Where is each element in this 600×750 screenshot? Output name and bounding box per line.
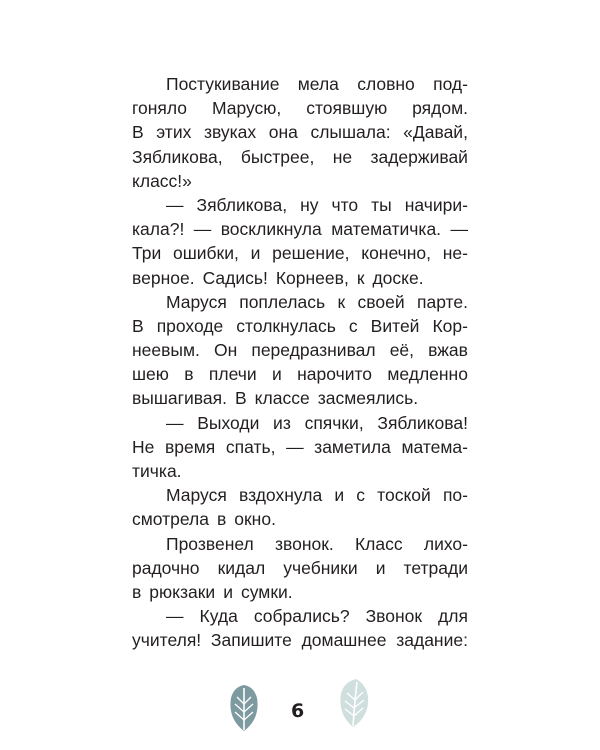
word: сумки. — [240, 581, 293, 602]
word: быстрее, — [240, 146, 315, 167]
word: В — [132, 122, 144, 143]
word: Он — [213, 340, 238, 361]
word: плечи — [208, 364, 257, 385]
word: засмеялись. — [317, 388, 419, 409]
word: мела — [297, 74, 339, 94]
word: этих — [156, 122, 192, 143]
text-line — [132, 604, 468, 628]
word: начири- — [404, 194, 468, 215]
text-line — [132, 217, 468, 241]
word: вышагивая. — [132, 388, 227, 409]
word: проходе — [156, 315, 224, 336]
word: Прозвенел — [166, 533, 254, 554]
word: нарочито — [297, 364, 373, 385]
text-line — [132, 72, 468, 96]
word: — — [450, 219, 468, 240]
word: в — [216, 509, 227, 530]
word: тетради — [403, 557, 468, 578]
word: Зябликова, — [196, 194, 288, 215]
word: учителя! — [132, 630, 202, 651]
word: и — [334, 485, 345, 506]
word: Маруся — [166, 485, 227, 506]
word: Постукивание — [166, 74, 280, 94]
word: Маруся — [166, 291, 227, 312]
word: — — [166, 412, 184, 433]
word: ошибки, — [172, 243, 239, 264]
word: — — [166, 194, 184, 215]
word: Кор- — [432, 315, 468, 336]
word: и — [375, 557, 386, 578]
word: шею — [132, 364, 169, 385]
word: В — [234, 388, 247, 409]
word: Не — [132, 436, 155, 457]
text-line — [132, 362, 468, 386]
word: к — [356, 267, 365, 288]
word: её, — [389, 340, 415, 361]
word: что — [331, 194, 359, 215]
word: Витей — [370, 315, 420, 336]
word: и — [271, 364, 282, 385]
text-line — [132, 628, 468, 652]
word: по- — [442, 485, 468, 506]
word: задание: — [396, 630, 468, 651]
word: заметила — [314, 436, 391, 457]
word: конечно, — [361, 243, 431, 264]
text-line — [132, 459, 468, 483]
word: Звонок — [365, 606, 423, 627]
word: спячки, — [304, 412, 364, 433]
text-line — [132, 556, 468, 580]
word: поплелась — [239, 291, 326, 312]
text-line — [132, 314, 468, 338]
word: с — [356, 485, 365, 506]
word: в — [132, 581, 142, 602]
word: из — [273, 412, 291, 433]
word: рядом. — [412, 98, 468, 119]
word: классе — [254, 388, 310, 409]
word: рюкзаки — [149, 581, 216, 602]
word: класс!» — [132, 170, 192, 191]
word: звуках — [203, 122, 257, 143]
word: к — [337, 291, 346, 312]
leaf-light-icon — [336, 678, 372, 728]
word: кала?! — [132, 219, 185, 240]
text-line — [132, 483, 468, 507]
word: и — [223, 581, 233, 602]
text-line — [132, 193, 468, 217]
word: для — [438, 606, 468, 627]
word: время — [164, 436, 216, 457]
word: столкнулась — [236, 315, 336, 336]
word: воскликнула — [220, 219, 322, 240]
word: спать, — [225, 436, 276, 457]
word: ты — [371, 194, 392, 215]
text-line — [132, 435, 468, 459]
word: слышала: — [310, 122, 391, 143]
word: смотрела — [132, 509, 209, 530]
word: решение, — [272, 243, 350, 264]
page-number: 6 — [291, 700, 305, 722]
word: и — [250, 243, 261, 264]
word: кидал — [217, 557, 266, 578]
word: парте. — [417, 291, 468, 312]
word: Класс — [354, 533, 403, 554]
word: Три — [132, 243, 162, 264]
word: Зябликова, — [132, 146, 223, 167]
word: звонок. — [274, 533, 334, 554]
word: Выходи — [197, 412, 260, 433]
text-line — [132, 507, 468, 531]
word: неевым. — [132, 340, 200, 361]
text-line — [132, 290, 468, 314]
text-line — [132, 411, 468, 435]
word: Корнеев, — [275, 267, 349, 288]
word: вжав — [428, 340, 468, 361]
word: радочно — [132, 557, 200, 578]
text-line — [132, 266, 468, 290]
word: — — [193, 219, 212, 240]
word: тоской — [377, 485, 431, 506]
word: стоявшую — [306, 98, 388, 119]
word: верное. — [132, 267, 195, 288]
word: Марусю, — [211, 98, 282, 119]
word: «Давай, — [403, 122, 468, 143]
text-line — [132, 580, 468, 604]
leaf-dark-icon — [226, 684, 262, 732]
word: Садись! — [202, 267, 268, 288]
text-line — [132, 145, 468, 169]
text-line — [132, 532, 468, 556]
word: математичка. — [331, 219, 442, 240]
word: — — [166, 606, 184, 627]
body-text — [132, 72, 468, 653]
word: своей — [357, 291, 405, 312]
word: домашнее — [301, 630, 387, 651]
word: с — [348, 315, 358, 336]
text-line — [132, 169, 468, 193]
word: Запишите — [210, 630, 292, 651]
word: задерживай — [370, 146, 468, 167]
word: не — [332, 146, 353, 167]
word: доске. — [372, 267, 424, 288]
word: окно. — [234, 509, 276, 530]
word: Куда — [199, 606, 238, 627]
text-line — [132, 120, 468, 144]
word: матема- — [401, 436, 468, 457]
page-footer — [0, 670, 600, 750]
word: вздохнула — [238, 485, 323, 506]
word: в — [184, 364, 194, 385]
word: словно — [357, 74, 415, 94]
word: передразнивал — [251, 340, 376, 361]
text-line — [132, 96, 468, 120]
word: не- — [442, 243, 468, 264]
text-line — [132, 386, 468, 410]
word: учебники — [283, 557, 358, 578]
word: Зябликова! — [377, 412, 468, 433]
word: медленно — [387, 364, 468, 385]
word: В — [132, 315, 144, 336]
word: — — [286, 436, 304, 457]
text-line — [132, 241, 468, 265]
word: собрались? — [253, 606, 350, 627]
word: тичка. — [132, 461, 182, 481]
word: она — [268, 122, 298, 143]
word: ну — [300, 194, 319, 215]
text-line — [132, 338, 468, 362]
word: под- — [433, 74, 468, 94]
word: гоняло — [132, 98, 188, 119]
word: лихо- — [423, 533, 468, 554]
